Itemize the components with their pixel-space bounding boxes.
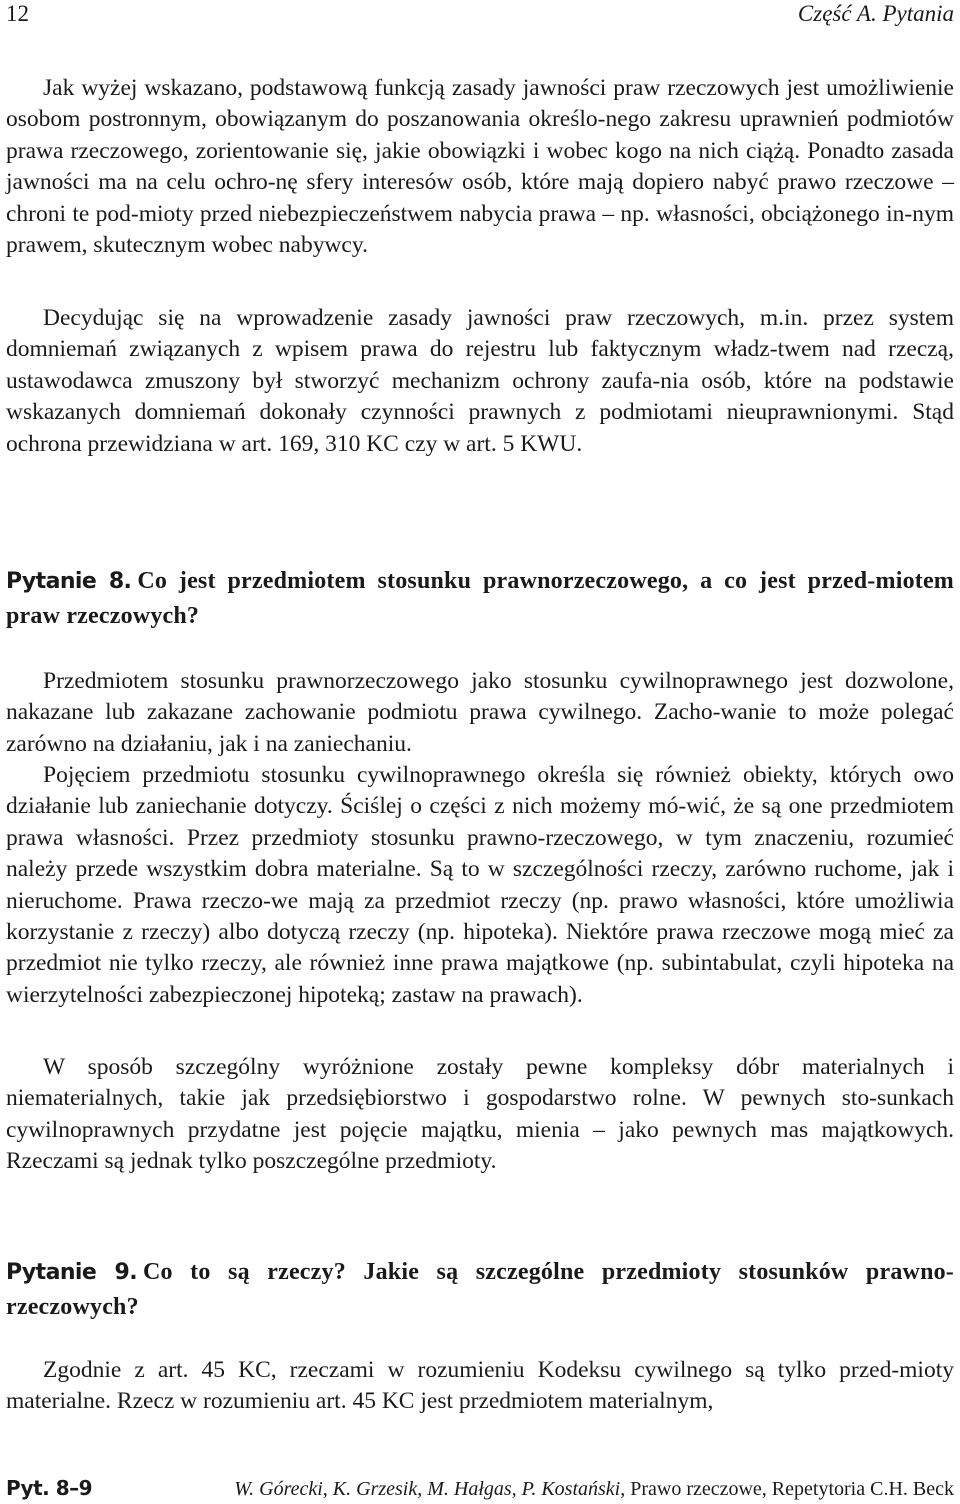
question-8-label: Pytanie 8. [6,569,132,594]
footer-book: , Prawo rzeczowe, Repetytoria C.H. Beck [620,1478,954,1500]
question-9-heading [6,1255,954,1324]
body-paragraph: Przedmiotem stosunku prawnorzeczowego jako stosunku cywilnoprawnego jest dozwolone, nakazane lub zakazane zachowanie podmiotu prawa cywilnego. Zacho-wanie to może polegać zarówno na działaniu, jak i na zaniechaniu. [6,668,954,757]
body-paragraph: W sposób szczególny wyróżnione zostały pewne kompleksy dóbr materialnych i niematerialnych, takie jak przedsiębiorstwo i gospodarstwo rolne. W pewnych sto-sunkach cywilnoprawnych przydatne jest pojęcie majątku, mienia – jako pewnych mas majątkowych. Rzeczami są jednak tylko poszczególne przedmioty. [6,1054,954,1175]
question-8-heading [6,564,954,633]
footer-credit [234,1478,954,1501]
body-paragraph: Pojęciem przedmiotu stosunku cywilnoprawnego określa się również obiekty, których owo działanie lub zaniechanie dotyczy. Ściślej o części z nich możemy mó-wić, że są one przedmiotem prawa własności. Przez przedmioty stosunku prawno-rzeczowego, w tym znaczeniu, rozumieć należy przede wszystkim dobra materialne. Są to w szczególności rzeczy, zarówno ruchome, jak i nieruchome. Prawa rzeczo-we mają za przedmiot rzeczy (np. prawo własności, które umożliwia korzystanie z rzeczy) albo dotyczą rzeczy (np. hipoteka). Niektóre prawa rzeczowe mogą mieć za przedmiot nie tylko rzeczy, ale również inne prawa majątkowe (np. subintabulat, czyli hipoteka na wierzytelności zabezpieczonej hipoteką; zastaw na prawach). [6,762,954,1008]
question-9-title: Co to są rzeczy? Jakie są szczególne przedmioty stosunków prawno-rzeczowych? [6,1259,955,1320]
footer-authors: W. Górecki, K. Grzesik, M. Hałgas, P. Kostański [234,1478,621,1500]
question-8-title: Co jest przedmiotem stosunku prawnorzeczowego, a co jest przed-miotem praw rzeczowych? [6,568,954,629]
body-paragraph: Decydując się na wprowadzenie zasady jawności praw rzeczowych, m.in. przez system domniemań związanych z wpisem prawa do rejestru lub faktycznym władz-twem nad rzeczą, ustawodawca zmuszony był stworzyć mechanizm ochrony zaufa-nia osób, które na podstawie wskazanych domniemań dokonały czynności prawnych z podmiotami nieuprawnionymi. Stąd ochrona przewidziana w art. 169, 310 KC czy w art. 5 KWU. [6,305,954,457]
page-number: 12 [6,1,29,26]
body-paragraph: Jak wyżej wskazano, podstawową funkcją zasady jawności praw rzeczowych jest umożliwienie osobom postronnym, obowiązanym do poszanowania określo-nego zakresu uprawnień podmiotów prawa rzeczowego, zorientowanie się, jakie obowiązki i wobec kogo na nich ciążą. Ponadto zasada jawności ma na celu ochro-nę sfery interesów osób, które mają dopiero nabyć prawo rzeczowe – chroni te pod-mioty przed niebezpieczeństwem nabycia prawa – np. własności, obciążonego in-nym prawem, skutecznym wobec nabywcy. [6,75,954,259]
footer-question-range: Pyt. 8–9 [6,1476,93,1500]
question-9-label: Pytanie 9. [6,1260,137,1285]
running-title: Część A. Pytania [797,1,954,26]
page-footer [6,1476,954,1504]
body-paragraph: Zgodnie z art. 45 KC, rzeczami w rozumieniu Kodeksu cywilnego są tylko przed-mioty materialne. Rzecz w rozumieniu art. 45 KC jest przedmiotem materialnym, [6,1357,954,1415]
page-header [0,0,954,34]
